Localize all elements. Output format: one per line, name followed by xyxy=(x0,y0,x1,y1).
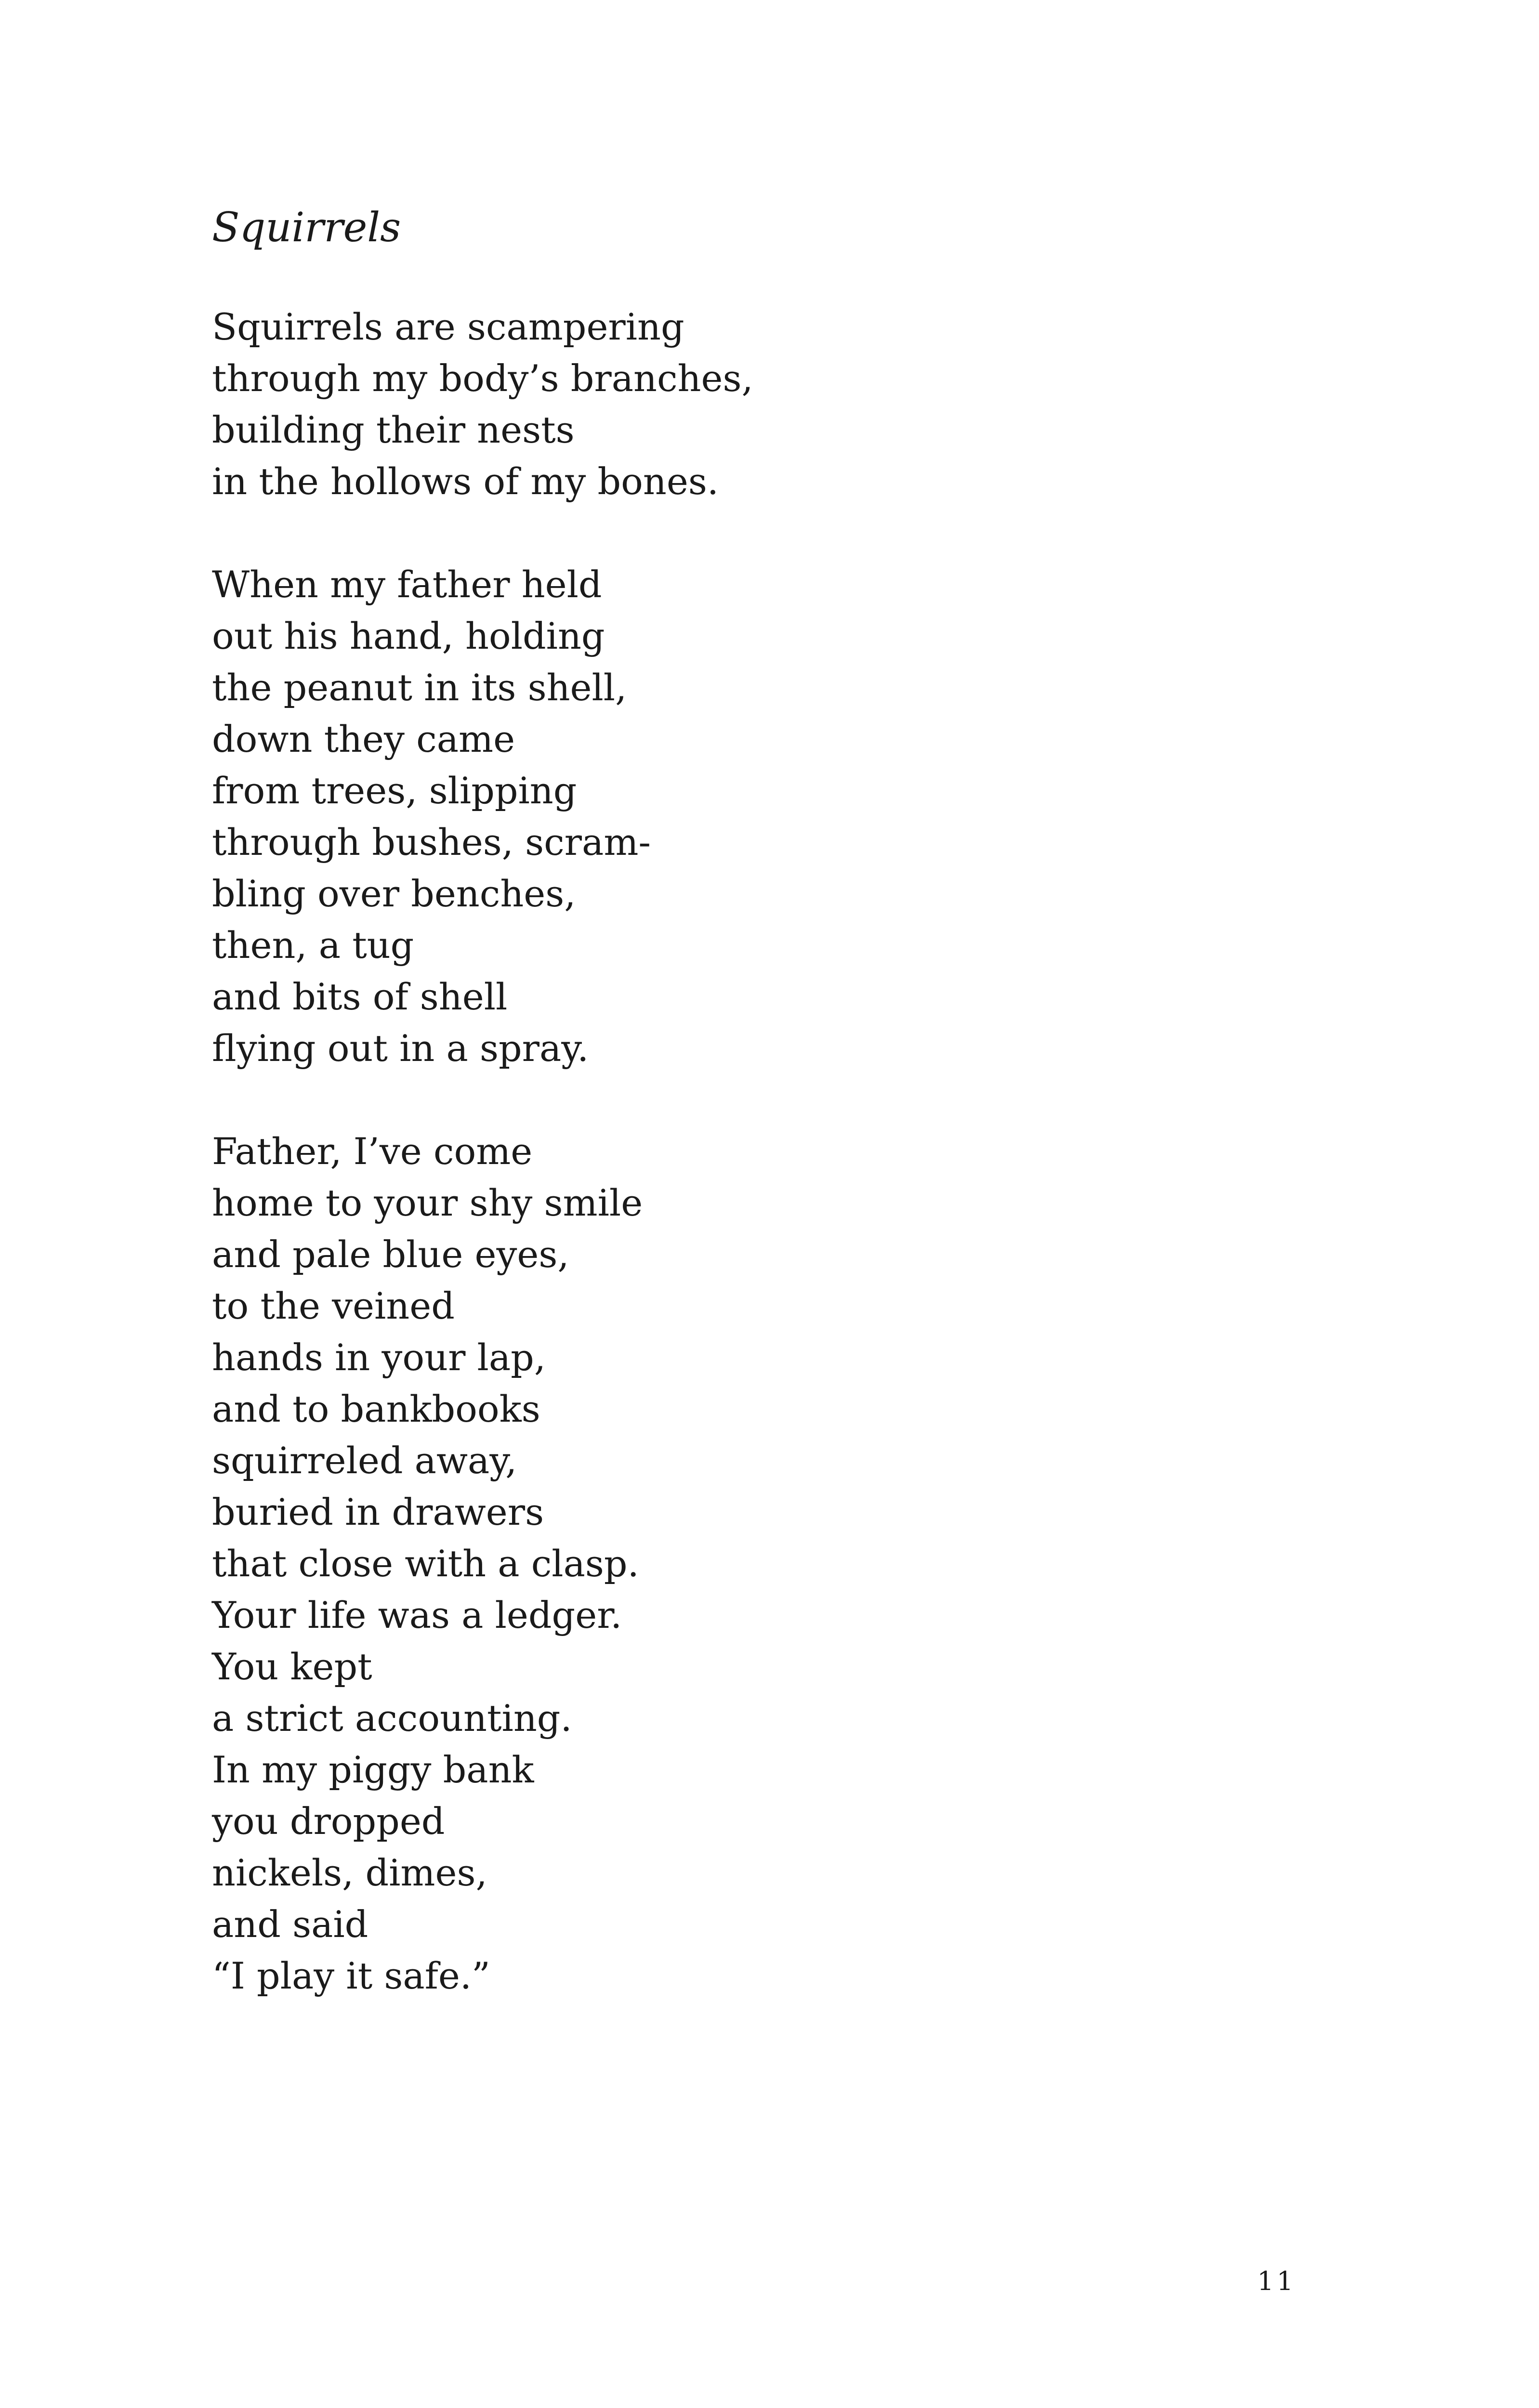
poem-line: you dropped xyxy=(212,1800,445,1843)
poem-title: Squirrels xyxy=(212,204,401,251)
stanza-3 xyxy=(212,1125,983,2002)
poem-line: “I play it safe.” xyxy=(212,1954,490,1997)
poem-line: and said xyxy=(212,1903,368,1946)
poem-line: down they came xyxy=(212,718,515,760)
poem-line: You kept xyxy=(212,1645,372,1688)
poem-line: Father, I’ve come xyxy=(212,1130,533,1173)
poem-line: out his hand, holding xyxy=(212,615,605,657)
poem-line: that close with a clasp. xyxy=(212,1542,639,1585)
poem-line: Your life was a ledger. xyxy=(212,1594,622,1636)
poem-line: in the hollows of my bones. xyxy=(212,460,719,503)
poem-line: a strict accounting. xyxy=(212,1697,572,1740)
poem-line: then, a tug xyxy=(212,924,414,967)
poem-line: through bushes, scram- xyxy=(212,821,651,864)
poem-line: through my body’s branches, xyxy=(212,357,753,400)
poem-body xyxy=(212,301,983,2002)
poem-line: flying out in a spray. xyxy=(212,1027,589,1070)
poem-line: bling over benches, xyxy=(212,872,576,915)
poem-line: building their nests xyxy=(212,408,575,451)
poem-line: from trees, slipping xyxy=(212,769,577,812)
poem-line: and pale blue eyes, xyxy=(212,1233,569,1276)
stanza-1 xyxy=(212,301,983,507)
poem-line: nickels, dimes, xyxy=(212,1851,487,1894)
poem-line: home to your shy smile xyxy=(212,1181,643,1224)
poem-line: squirreled away, xyxy=(212,1439,517,1482)
poem-line: the peanut in its shell, xyxy=(212,666,627,709)
stanza-2 xyxy=(212,559,983,1074)
poem-line: to the veined xyxy=(212,1284,455,1327)
poem-line: Squirrels are scampering xyxy=(212,305,684,348)
page-number: 11 xyxy=(1257,2266,1296,2296)
poem-line: In my piggy bank xyxy=(212,1748,534,1791)
poem-line: hands in your lap, xyxy=(212,1336,546,1379)
poem-line: and bits of shell xyxy=(212,975,508,1018)
poem-line: When my father held xyxy=(212,563,602,606)
poem-line: buried in drawers xyxy=(212,1491,544,1533)
poem-line: and to bankbooks xyxy=(212,1387,540,1430)
